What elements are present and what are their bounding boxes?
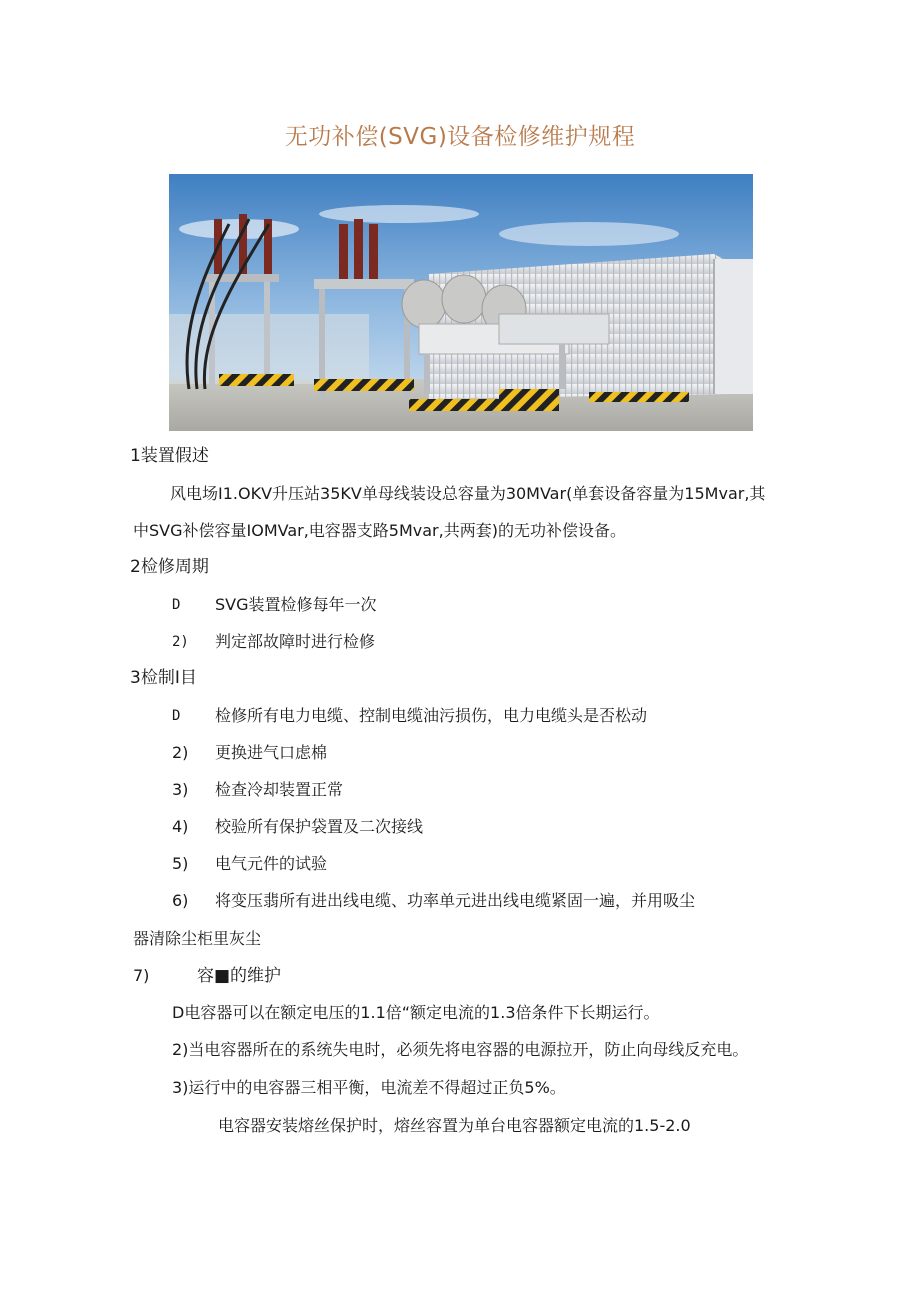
paragraph-line: 3)运行中的电容器三相平衡，电流差不得超过正负5%。: [172, 1078, 566, 1097]
list-item-text: 将变压翡所有进出线电缆、功率单元进出线电缆紧固一遍，并用吸尘: [215, 891, 696, 910]
list-item-text: 更换进气口虑棉: [215, 743, 328, 762]
list-item-text: 判定部故障时进行检修: [215, 632, 376, 651]
section-heading: 3检制I目: [130, 668, 197, 688]
list-item-number: 6): [172, 891, 189, 910]
list-item-number: 2): [172, 743, 189, 762]
equipment-photo: [169, 174, 753, 431]
document-title: 无功补偿(SVG)设备检修维护规程: [284, 124, 636, 150]
list-item-number: D: [172, 708, 181, 724]
paragraph-line: 2)当电容器所在的系统失电时，必须先将电容器的电源拉开，防止向母线反充电。: [172, 1040, 749, 1059]
section-heading: 2检修周期: [130, 557, 209, 577]
list-item-number: D: [172, 597, 181, 613]
list-item-number: 5): [172, 854, 189, 873]
list-item-text: 电气元件的试验: [215, 854, 328, 873]
list-item-text: SVG装置检修每年一次: [215, 595, 377, 614]
paragraph-line: 电容器安装熔丝保护时，熔丝容置为单台电容器额定电流的1.5-2.0: [218, 1116, 691, 1135]
list-item-text: 检修所有电力电缆、控制电缆油污损伤，电力电缆头是否松动: [215, 706, 648, 725]
section-number: 7): [133, 966, 150, 985]
list-item-text: 检查冷却装置正常: [215, 780, 344, 799]
list-item-number: 2): [172, 634, 189, 650]
list-item-number: 4): [172, 817, 189, 836]
list-item-continuation: 器清除尘柜里灰尘: [133, 929, 262, 948]
section-heading: 容■的维护: [197, 966, 282, 986]
list-item-number: 3): [172, 780, 189, 799]
paragraph-line: 风电场I1.OKV升压站35KV单母线装设总容量为30MVar(单套设备容量为15Mvar,其: [170, 484, 766, 503]
list-item-text: 校验所有保护袋置及二次接线: [215, 817, 424, 836]
section-heading: 1装置假述: [130, 446, 209, 466]
paragraph-line: D电容器可以在额定电压的1.1倍“额定电流的1.3倍条件下长期运行。: [172, 1003, 660, 1022]
paragraph-line: 中SVG补偿容量IOMVar,电容器支路5Mvar,共两套)的无功补偿设备。: [133, 521, 626, 540]
